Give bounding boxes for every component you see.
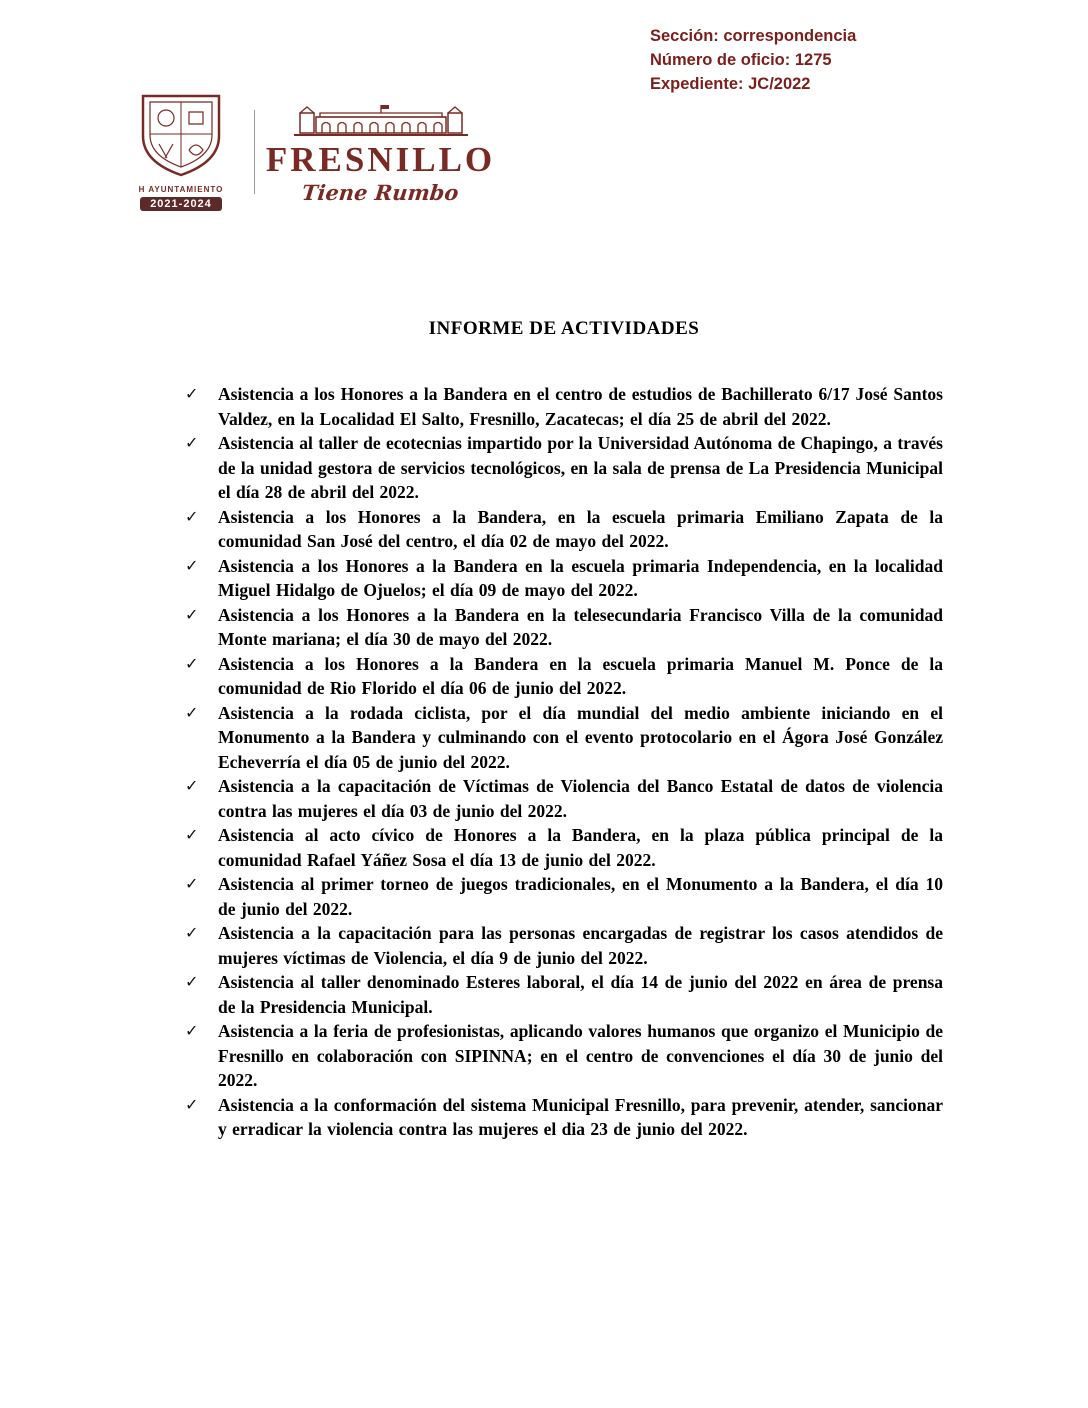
ayuntamiento-crest <box>126 92 236 211</box>
list-item <box>185 603 943 652</box>
list-item-text: Asistencia a la capacitación para las personas encargadas de registrar los casos atendidos de mujeres víctimas de Violencia, el día 9 de junio del 2022. <box>218 923 943 968</box>
ayuntamiento-caption: H AYUNTAMIENTO <box>138 185 224 194</box>
list-item <box>185 970 943 1019</box>
list-item <box>185 1019 943 1093</box>
building-icon <box>286 99 476 142</box>
list-item-text: Asistencia al taller denominado Esteres laboral, el día 14 de junio del 2022 en área de prensa de la Presidencia Municipal. <box>218 972 943 1017</box>
list-item-text: Asistencia a la capacitación de Víctimas de Violencia del Banco Estatal de datos de violencia contra las mujeres el día 03 de junio del 2022. <box>218 776 943 821</box>
fresnillo-slogan: Tiene Rumbo <box>300 179 461 205</box>
numero-oficio-line: Número de oficio: 1275 <box>650 51 832 69</box>
checkmark-icon: ✓ <box>185 825 199 844</box>
document-body <box>185 318 943 1142</box>
checkmark-icon: ✓ <box>185 1094 199 1114</box>
checkmark-icon: ✓ <box>185 384 199 403</box>
list-item-text: Asistencia a los Honores a la Bandera, en la escuela primaria Emiliano Zapata de la comunidad San José del centro, el día 02 de mayo del 2022. <box>218 506 943 551</box>
checkmark-icon: ✓ <box>185 555 199 575</box>
list-item-text: Asistencia al primer torneo de juegos tradicionales, en el Monumento a la Bandera, el día 10 de junio del 2022. <box>218 874 943 919</box>
list-item <box>185 554 943 603</box>
list-item <box>185 872 943 921</box>
checkmark-icon: ✓ <box>185 1021 199 1040</box>
ayuntamiento-years: 2021-2024 <box>140 197 222 211</box>
list-item <box>185 382 943 431</box>
checkmark-icon: ✓ <box>185 874 199 893</box>
checkmark-icon: ✓ <box>185 776 199 795</box>
crest-shield-icon <box>137 92 225 183</box>
list-item-text: Asistencia al taller de ecotecnias impartido por la Universidad Autónoma de Chapingo, a través de la unidad gestora de servicios tecnológicos, en la sala de prensa de La Presidencia Municipal el día 28 de abril del 2022. <box>218 433 943 502</box>
list-item-text: Asistencia a los Honores a la Bandera en la escuela primaria Manuel M. Ponce de la comunidad de Rio Florido el día 06 de junio del 2022. <box>218 653 943 698</box>
checkmark-icon: ✓ <box>185 702 199 722</box>
expediente-line: Expediente: JC/2022 <box>650 75 811 93</box>
list-item-text: Asistencia a los Honores a la Bandera en el centro de estudios de Bachillerato 6/17 José Santos Valdez, en la Localidad El Salto, Fresnillo, Zacatecas; el día 25 de abril del 2022. <box>218 384 943 429</box>
activities-list <box>185 382 943 1142</box>
fresnillo-wordmark: FRESNILLO <box>265 139 496 179</box>
logo-area <box>126 92 496 211</box>
list-item <box>185 652 943 701</box>
checkmark-icon: ✓ <box>185 923 199 942</box>
checkmark-icon: ✓ <box>185 433 199 452</box>
list-item <box>185 701 943 775</box>
list-item <box>185 505 943 554</box>
correspondence-header <box>650 24 856 96</box>
list-item <box>185 921 943 970</box>
fresnillo-logo <box>265 99 496 205</box>
list-item <box>185 1093 943 1142</box>
list-item <box>185 774 943 823</box>
list-item-text: Asistencia a la rodada ciclista, por el día mundial del medio ambiente iniciando en el Monumento a la Bandera y culminando con el evento protocolario en el Ágora José González Echeverría el día 05 de junio del 2022. <box>218 702 943 772</box>
checkmark-icon: ✓ <box>185 653 199 673</box>
list-item-text: Asistencia a la conformación del sistema Municipal Fresnillo, para prevenir, atender, sancionar y erradicar la violencia contra las mujeres el dia 23 de junio del 2022. <box>218 1094 943 1139</box>
logo-divider <box>254 110 255 194</box>
seccion-line: Sección: correspondencia <box>650 27 857 45</box>
list-item-text: Asistencia a los Honores a la Bandera en la telesecundaria Francisco Villa de la comunidad Monte mariana; el día 30 de mayo del 2022. <box>218 604 943 649</box>
checkmark-icon: ✓ <box>185 972 199 991</box>
list-item <box>185 431 943 505</box>
list-item <box>185 823 943 872</box>
list-item-text: Asistencia a los Honores a la Bandera en la escuela primaria Independencia, en la localidad Miguel Hidalgo de Ojuelos; el día 09 de mayo del 2022. <box>218 555 943 600</box>
list-item-text: Asistencia a la feria de profesionistas, aplicando valores humanos que organizo el Municipio de Fresnillo en colaboración con SIPINNA; en el centro de convenciones el día 30 de junio del 2022. <box>218 1021 943 1090</box>
checkmark-icon: ✓ <box>185 506 199 526</box>
checkmark-icon: ✓ <box>185 604 199 624</box>
list-item-text: Asistencia al acto cívico de Honores a la Bandera, en la plaza pública principal de la comunidad Rafael Yáñez Sosa el día 13 de junio del 2022. <box>218 825 943 870</box>
document-title: INFORME DE ACTIVIDADES <box>428 318 700 339</box>
